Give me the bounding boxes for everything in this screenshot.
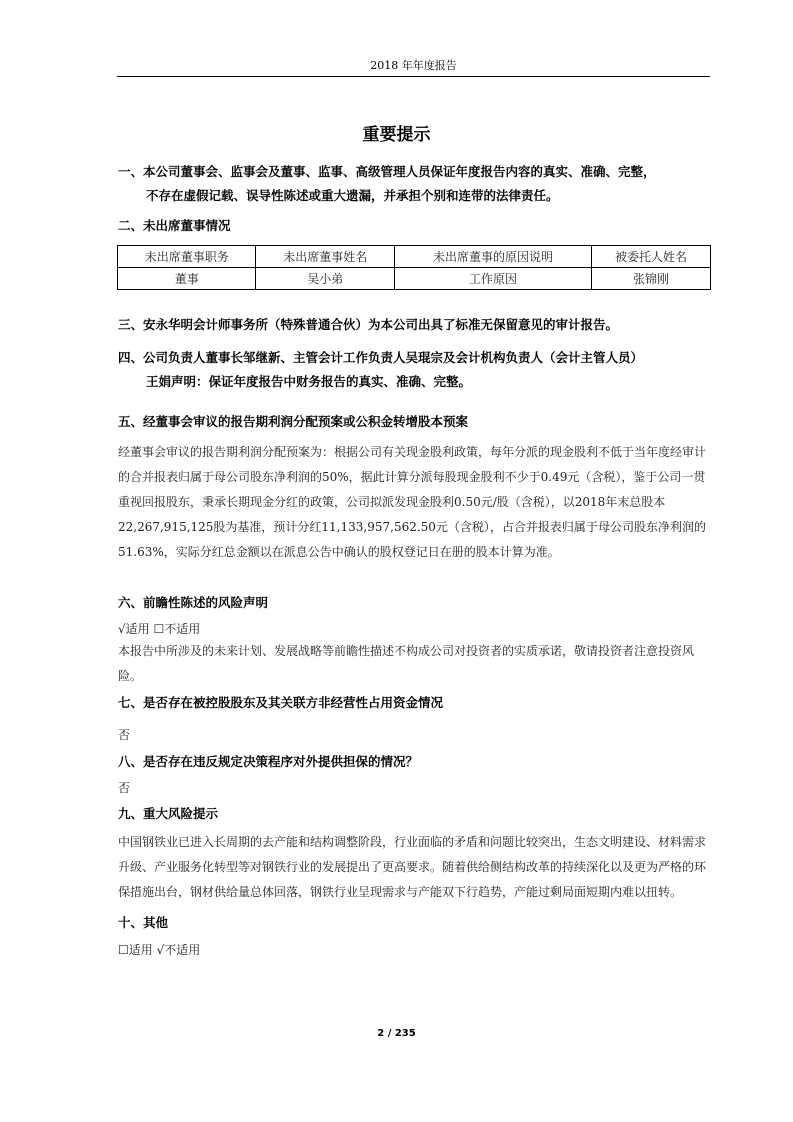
section-9-heading: 九、重大风险提示: [118, 806, 219, 821]
table-header-cell: 被委托人姓名: [592, 246, 711, 268]
section-10-applicability: ☐适用 √不适用: [118, 943, 201, 957]
page-header: 2018 年年度报告: [117, 56, 710, 77]
section-10-heading: 十、其他: [118, 915, 169, 930]
page-number: 2 / 235: [377, 1028, 416, 1039]
section-4-line-2: 王娟声明：保证年度报告中财务报告的真实、准确、完整。: [146, 374, 472, 389]
table-cell: 张锦刚: [592, 268, 711, 290]
section-2-heading: 二、未出席董事情况: [118, 218, 231, 233]
absent-directors-table: [117, 245, 711, 290]
section-1-line-2: 不存在虚假记载、误导性陈述或重大遗漏，并承担个别和连带的法律责任。: [146, 188, 559, 203]
section-9-body: 中国钢铁业已进入长周期的去产能和结构调整阶段，行业面临的矛盾和问题比较突出，生态文明建设、材料需求升级、产业服务化转型等对钢铁行业的发展提出了更高要求。随着供给侧结构改革的持续深化以及更为严格的环保措施出台，钢材供给量总体回落，钢铁行业呈现需求与产能双下行趋势，产能过剩局面短期内难以扭转。: [118, 835, 707, 899]
section-5-heading: 五、经董事会审议的报告期利润分配预案或公积金转增股本预案: [118, 414, 469, 429]
section-6-body: 本报告中所涉及的未来计划、发展战略等前瞻性描述不构成公司对投资者的实质承诺，敬请投资者注意投资风险。: [118, 644, 695, 683]
table-header-cell: 未出席董事的原因说明: [394, 246, 591, 268]
table-header-cell: 未出席董事职务: [118, 246, 256, 268]
section-7-heading: 七、是否存在被控股股东及其关联方非经营性占用资金情况: [118, 695, 444, 710]
table-header-row: [118, 246, 711, 268]
section-5-body: 经董事会审议的报告期利润分配预案为：根据公司有关现金股利政策，每年分派的现金股利不低于当年度经审计的合并报表归属于母公司股东净利润的50%，据此计算分派每股现金股利不少于0.49元（含税），鉴于公司一贯重视回报股东，秉承长期现金分红的政策，公司拟派发现金股利0.50元/股（含税），以2018年末总股本22,267,915,125股为基准，预计分红11,133,957,562.50元（含税），占合并报表归属于母公司股东净利润的51.63%，实际分红总金额以在派息公告中确认的股权登记日在册的股本计算为准。: [118, 445, 707, 559]
table-cell: 工作原因: [394, 268, 591, 290]
section-8-answer: 否: [118, 781, 131, 795]
section-1-line-1: 一、本公司董事会、监事会及董事、监事、高级管理人员保证年度报告内容的真实、准确、完整，: [118, 164, 656, 179]
section-4-heading: [118, 346, 718, 394]
page-title: 重要提示: [362, 125, 431, 145]
section-7-answer: 否: [118, 728, 131, 742]
section-3-heading: 三、安永华明会计师事务所（特殊普通合伙）为本公司出具了标准无保留意见的审计报告。: [118, 317, 619, 332]
section-6-applicability: √适用 ☐不适用: [118, 622, 201, 636]
table-cell: 吴小弟: [256, 268, 394, 290]
section-4-line-1: 四、公司负责人董事长邹继新、主管会计工作负责人吴琨宗及会计机构负责人（会计主管人员）: [118, 350, 644, 365]
section-6-heading: 六、前瞻性陈述的风险声明: [118, 595, 269, 610]
table-header-cell: 未出席董事姓名: [256, 246, 394, 268]
table-row: [118, 268, 711, 290]
section-8-heading: 八、是否存在违反规定决策程序对外提供担保的情况？: [118, 754, 419, 769]
section-1-heading: [118, 160, 718, 208]
table-cell: 董事: [118, 268, 256, 290]
